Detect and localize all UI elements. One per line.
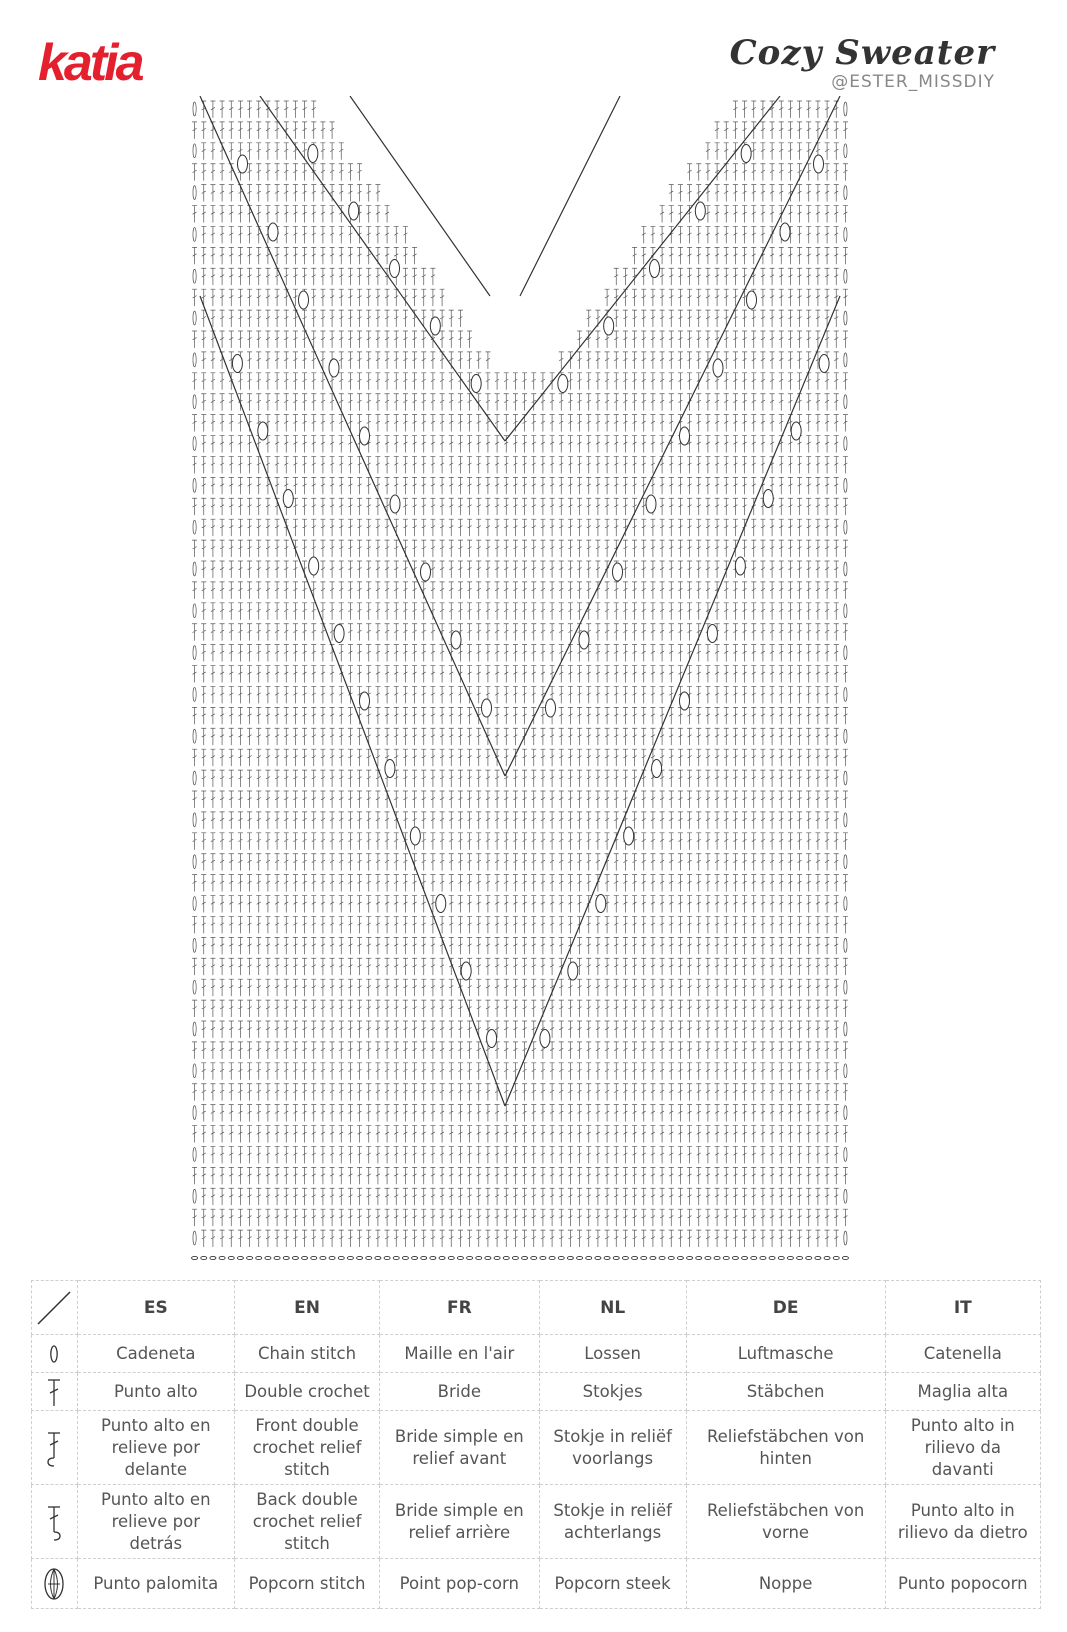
popcorn-mark bbox=[741, 145, 751, 163]
legend-label: Cadeneta bbox=[77, 1335, 234, 1373]
popcorn-mark bbox=[707, 625, 717, 643]
brand-header bbox=[730, 34, 995, 92]
legend-label: Maille en l'air bbox=[380, 1335, 540, 1373]
popcorn-mark bbox=[735, 557, 745, 575]
legend-label: Popcorn stitch bbox=[235, 1559, 380, 1609]
popcorn-mark bbox=[695, 202, 705, 220]
legend-label: Punto alto bbox=[77, 1373, 234, 1411]
popcorn-mark bbox=[238, 155, 248, 173]
designer-handle: @ESTER_MISSDIY bbox=[831, 72, 995, 92]
popcorn-mark bbox=[713, 359, 723, 377]
popcorn-mark bbox=[329, 359, 339, 377]
popcorn-icon bbox=[41, 1565, 67, 1603]
legend-label: Stokje in reliëf voorlangs bbox=[539, 1411, 686, 1485]
legend-row-chain bbox=[32, 1335, 1041, 1373]
legend-row-double-crochet bbox=[32, 1373, 1041, 1411]
popcorn-mark bbox=[471, 375, 481, 393]
double-crochet-icon bbox=[44, 1376, 64, 1408]
popcorn-mark bbox=[461, 962, 471, 980]
front-post-dc-icon bbox=[43, 1428, 65, 1468]
diagonal-line-icon bbox=[34, 1288, 74, 1328]
popcorn-mark bbox=[232, 355, 242, 373]
popcorn-mark bbox=[613, 563, 623, 581]
pattern-title: Cozy Sweater bbox=[729, 33, 995, 73]
popcorn-mark bbox=[680, 427, 690, 445]
legend-label: Bride simple en relief arrière bbox=[380, 1485, 540, 1559]
legend-label: Bride bbox=[380, 1373, 540, 1411]
lang-nl: NL bbox=[539, 1281, 686, 1335]
popcorn-mark bbox=[308, 145, 318, 163]
legend-label: Chain stitch bbox=[235, 1335, 380, 1373]
legend-symbol-cell bbox=[32, 1373, 78, 1411]
popcorn-mark bbox=[546, 699, 556, 717]
popcorn-mark bbox=[309, 557, 319, 575]
popcorn-mark bbox=[385, 760, 395, 778]
popcorn-mark bbox=[334, 625, 344, 643]
popcorn-mark bbox=[360, 427, 370, 445]
popcorn-mark bbox=[791, 422, 801, 440]
legend-label: Punto alto in rilievo da dietro bbox=[885, 1485, 1040, 1559]
legend-symbol-cell bbox=[32, 1335, 78, 1373]
popcorn-mark bbox=[451, 631, 461, 649]
popcorn-mark bbox=[430, 317, 440, 335]
popcorn-mark bbox=[646, 495, 656, 513]
chain-stitch-icon bbox=[44, 1341, 64, 1367]
popcorn-mark bbox=[579, 631, 589, 649]
katia-logo bbox=[38, 36, 178, 86]
popcorn-mark bbox=[568, 962, 578, 980]
legend-label: Reliefstäbchen von vorne bbox=[686, 1485, 885, 1559]
popcorn-mark bbox=[268, 223, 278, 241]
popcorn-mark bbox=[763, 490, 773, 508]
popcorn-mark bbox=[652, 760, 662, 778]
popcorn-mark bbox=[421, 563, 431, 581]
popcorn-mark bbox=[283, 490, 293, 508]
legend-label: Reliefstäbchen von hinten bbox=[686, 1411, 885, 1485]
back-post-dc-icon bbox=[43, 1502, 65, 1542]
lang-it: IT bbox=[885, 1281, 1040, 1335]
popcorn-mark bbox=[390, 260, 400, 278]
legend-label: Stokjes bbox=[539, 1373, 686, 1411]
lang-fr: FR bbox=[380, 1281, 540, 1335]
legend-label: Punto palomita bbox=[77, 1559, 234, 1609]
legend-label: Noppe bbox=[686, 1559, 885, 1609]
legend-row-popcorn bbox=[32, 1559, 1041, 1609]
popcorn-mark bbox=[436, 895, 446, 913]
lang-de: DE bbox=[686, 1281, 885, 1335]
popcorn-mark bbox=[299, 291, 309, 309]
popcorn-mark bbox=[540, 1030, 550, 1048]
legend-label: Catenella bbox=[885, 1335, 1040, 1373]
popcorn-mark bbox=[410, 827, 420, 845]
popcorn-mark bbox=[650, 260, 660, 278]
legend-corner bbox=[32, 1281, 78, 1335]
popcorn-mark bbox=[349, 202, 359, 220]
popcorn-mark bbox=[819, 355, 829, 373]
legend-symbol-cell bbox=[32, 1485, 78, 1559]
legend-symbol-cell bbox=[32, 1559, 78, 1609]
legend-label: Luftmasche bbox=[686, 1335, 885, 1373]
legend-label: Punto alto en relieve por detrás bbox=[77, 1485, 234, 1559]
popcorn-mark bbox=[487, 1030, 497, 1048]
popcorn-mark bbox=[780, 223, 790, 241]
legend-label: Back double crochet relief stitch bbox=[235, 1485, 380, 1559]
popcorn-mark bbox=[624, 827, 634, 845]
legend-symbol-cell bbox=[32, 1411, 78, 1485]
stitch-grid bbox=[192, 101, 848, 1247]
popcorn-mark bbox=[390, 495, 400, 513]
legend-label: Popcorn steek bbox=[539, 1559, 686, 1609]
legend-label: Stäbchen bbox=[686, 1373, 885, 1411]
legend-label: Punto alto in rilievo da davanti bbox=[885, 1411, 1040, 1485]
legend-label: Bride simple en relief avant bbox=[380, 1411, 540, 1485]
popcorn-mark bbox=[596, 895, 606, 913]
lang-en: EN bbox=[235, 1281, 380, 1335]
legend-header-row bbox=[32, 1281, 1041, 1335]
crochet-chart bbox=[190, 96, 850, 1266]
popcorn-mark bbox=[604, 317, 614, 335]
popcorn-mark bbox=[258, 422, 268, 440]
foundation-chain bbox=[192, 1256, 849, 1259]
popcorn-mark bbox=[482, 699, 492, 717]
legend-label: Stokje in reliëf achterlangs bbox=[539, 1485, 686, 1559]
legend-label: Maglia alta bbox=[885, 1373, 1040, 1411]
legend-row-front-post bbox=[32, 1411, 1041, 1485]
lang-es: ES bbox=[77, 1281, 234, 1335]
legend-label: Lossen bbox=[539, 1335, 686, 1373]
legend-label: Punto alto en relieve por delante bbox=[77, 1411, 234, 1485]
legend-label: Front double crochet relief stitch bbox=[235, 1411, 380, 1485]
popcorn-mark bbox=[558, 375, 568, 393]
legend-label: Punto popocorn bbox=[885, 1559, 1040, 1609]
legend-row-back-post bbox=[32, 1485, 1041, 1559]
stitch-legend-table bbox=[31, 1280, 1041, 1609]
popcorn-mark bbox=[360, 692, 370, 710]
legend-label: Double crochet bbox=[235, 1373, 380, 1411]
popcorn-mark bbox=[680, 692, 690, 710]
popcorn-mark bbox=[814, 155, 824, 173]
logo-text: katia bbox=[38, 36, 142, 86]
popcorn-mark bbox=[747, 291, 757, 309]
legend-label: Point pop-corn bbox=[380, 1559, 540, 1609]
